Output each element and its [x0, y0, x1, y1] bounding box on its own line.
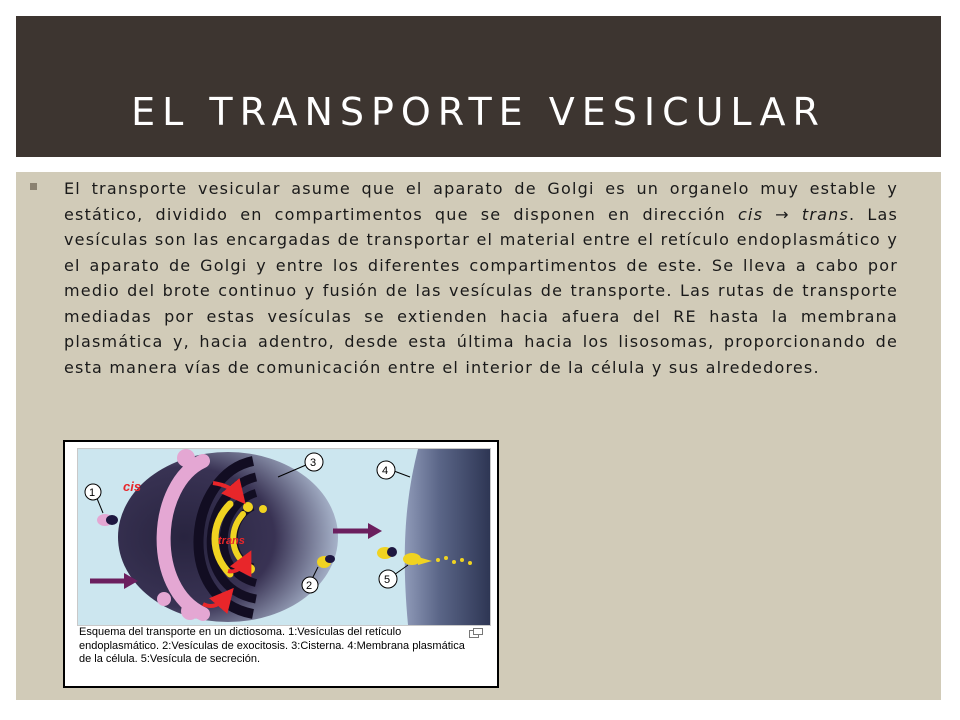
body-text-arrow: → [763, 204, 802, 224]
enlarge-icon[interactable] [469, 628, 483, 638]
body-text-trans: trans [801, 204, 849, 224]
slide-title: EL TRANSPORTE VESICULAR [131, 90, 826, 134]
label-4: 4 [382, 465, 389, 477]
body-text-part2: . Las vesículas son las encargadas de transportar el material entre el retículo endoplasmático y el aparato de Golgi y entre los diferentes compartimentos de este. Se lleva a cabo por medio del brote continuo y fusión de las vesículas de transporte. Las rutas de transporte mediadas por estas vesículas se extienden hacia afuera del RE hasta la membrana plasmática y, hacia adentro, desde esta última hacia los lisosomas, proporcionando de esta manera vías de comunicación entre el interior de la célula y sus alrededores. [64, 204, 898, 377]
label-1: 1 [89, 487, 96, 499]
plasma-membrane [405, 449, 490, 625]
body-text-part1: El transporte vesicular asume que el aparato de Golgi es un organelo muy estable y estático, dividido en compartimentos que se disponen en dirección [64, 179, 898, 224]
bullet-icon [30, 183, 37, 190]
label-5: 5 [384, 574, 391, 586]
golgi-diagram-svg [78, 449, 490, 625]
figure-caption: Esquema del transporte en un dictiosoma. 1:Vesículas del retículo endoplasmático. 2:Vesículas de exocitosis. 3:Cisterna. 4:Membrana plasmática de la célula. 5:Vesícula de secreción. [79, 626, 465, 665]
body-paragraph [64, 176, 898, 380]
label-cis: cis [123, 479, 142, 494]
golgi-figure [63, 440, 499, 688]
label-2: 2 [306, 580, 313, 592]
golgi-diagram [77, 448, 491, 626]
label-trans: trans [218, 535, 245, 547]
body-text-cis: cis [737, 204, 764, 224]
title-bar [16, 16, 941, 157]
label-3: 3 [310, 457, 317, 469]
